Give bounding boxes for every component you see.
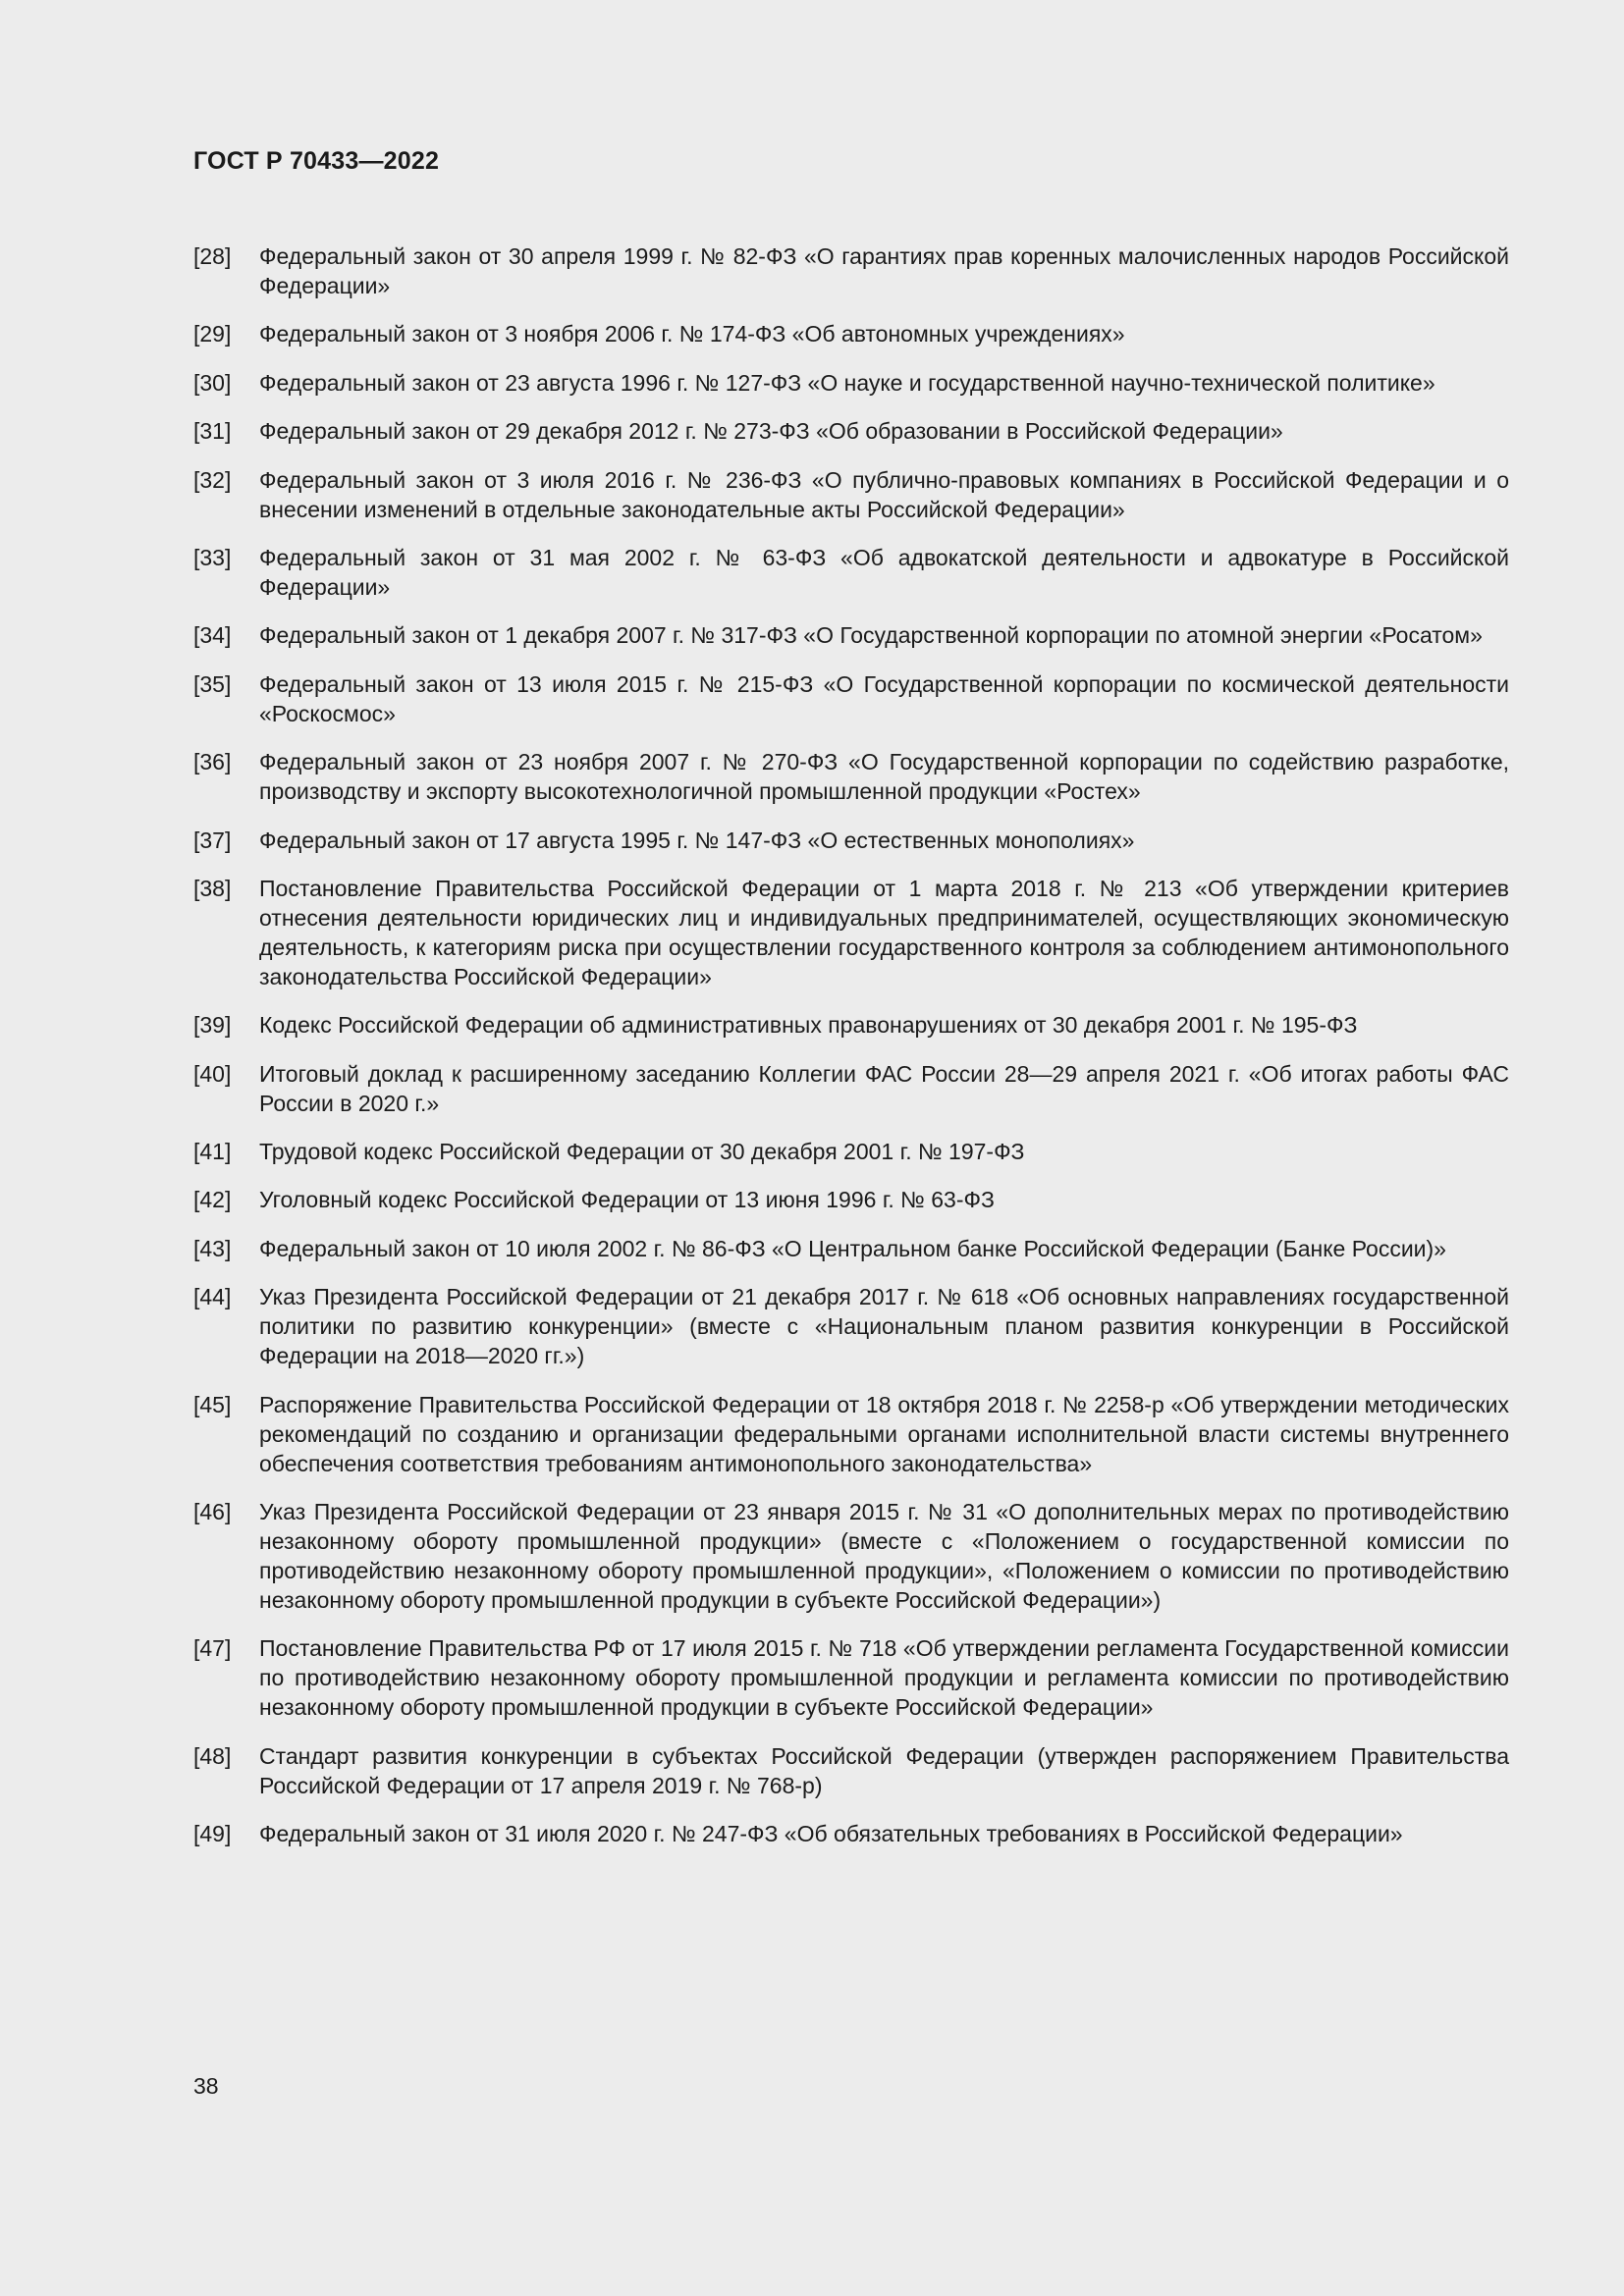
reference-item [193, 1137, 1509, 1166]
reference-number: [41] [193, 1139, 232, 1165]
reference-number: [43] [193, 1235, 232, 1261]
reference-item [193, 669, 1509, 728]
reference-number: [32] [193, 466, 232, 493]
reference-item [193, 1741, 1509, 1800]
reference-number: [38] [193, 875, 232, 901]
reference-number: [29] [193, 321, 232, 347]
reference-text: Федеральный закон от 3 июля 2016 г. № 236-ФЗ «О публично-правовых компаниях в Российской Федерации и о внесении изменений в отдельные законодательные акты Российской Федерации» [259, 466, 1509, 522]
reference-text: Указ Президента Российской Федерации от 23 января 2015 г. № 31 «О дополнительных мерах по противодействию незаконному обороту промышленной продукции» (вместе с «Положением о государственной комиссии по противодействию незаконному обороту промышленной продукции», «Положением о комиссии по противодействию незаконному обороту промышленной продукции в субъекте Российской Федерации») [259, 1499, 1509, 1614]
reference-text: Уголовный кодекс Российской Федерации от 13 июня 1996 г. № 63-ФЗ [259, 1187, 995, 1213]
reference-number: [28] [193, 243, 232, 269]
reference-text: Федеральный закон от 30 апреля 1999 г. № 82-ФЗ «О гарантиях прав коренных малочисленных народов Российской Федерации» [259, 243, 1509, 298]
page-number: 38 [193, 2073, 219, 2099]
reference-text: Указ Президента Российской Федерации от 21 декабря 2017 г. № 618 «Об основных направлениях государственной политики по развитию конкуренции» (вместе с «Национальным планом развития конкуренции в Российской Федерации на 2018—2020 гг.») [259, 1284, 1509, 1369]
reference-item [193, 465, 1509, 524]
reference-text: Федеральный закон от 23 ноября 2007 г. № 270-ФЗ «О Государственной корпорации по содействию разработке, производству и экспорту высокотехнологичной промышленной продукции «Ростех» [259, 749, 1509, 805]
reference-number: [40] [193, 1060, 232, 1087]
reference-item [193, 874, 1509, 991]
reference-number: [37] [193, 827, 232, 853]
reference-item [193, 1010, 1509, 1040]
reference-number: [31] [193, 418, 232, 445]
reference-item [193, 1282, 1509, 1370]
reference-item [193, 1390, 1509, 1478]
reference-number: [47] [193, 1635, 232, 1662]
reference-number: [49] [193, 1821, 232, 1847]
reference-number: [44] [193, 1284, 232, 1310]
reference-item [193, 1497, 1509, 1615]
reference-text: Кодекс Российской Федерации об административных правонарушениях от 30 декабря 2001 г. № 195-ФЗ [259, 1012, 1358, 1039]
reference-text: Федеральный закон от 10 июля 2002 г. № 86-ФЗ «О Центральном банке Российской Федерации (Банке России)» [259, 1235, 1446, 1261]
reference-text: Федеральный закон от 3 ноября 2006 г. № 174-ФЗ «Об автономных учреждениях» [259, 321, 1125, 347]
reference-item [193, 1185, 1509, 1214]
reference-item [193, 1633, 1509, 1722]
reference-text: Федеральный закон от 1 декабря 2007 г. № 317-ФЗ «О Государственной корпорации по атомной энергии «Росатом» [259, 622, 1483, 649]
page-header-title: ГОСТ Р 70433—2022 [193, 147, 440, 175]
reference-item [193, 241, 1509, 300]
reference-number: [36] [193, 749, 232, 775]
reference-item [193, 620, 1509, 650]
reference-item [193, 1819, 1509, 1848]
reference-item [193, 416, 1509, 446]
reference-text: Федеральный закон от 31 мая 2002 г. № 63-ФЗ «Об адвокатской деятельности и адвокатуре в Российской Федерации» [259, 544, 1509, 600]
reference-text: Стандарт развития конкуренции в субъектах Российской Федерации (утвержден распоряжением Правительства Российской Федерации от 17 апреля 2019 г. № 768-р) [259, 1742, 1509, 1798]
reference-item [193, 319, 1509, 348]
reference-number: [34] [193, 622, 232, 649]
reference-number: [33] [193, 544, 232, 570]
reference-number: [35] [193, 670, 232, 697]
reference-item [193, 1234, 1509, 1263]
reference-item [193, 368, 1509, 398]
reference-text: Федеральный закон от 29 декабря 2012 г. № 273-ФЗ «Об образовании в Российской Федерации» [259, 418, 1283, 445]
reference-text: Распоряжение Правительства Российской Федерации от 18 октября 2018 г. № 2258-р «Об утверждении методических рекомендаций по созданию и организации федеральными органами исполнительной власти системы внутреннего обеспечения соответствия требованиям антимонопольного законодательства» [259, 1391, 1509, 1476]
reference-number: [46] [193, 1499, 232, 1525]
reference-text: Постановление Правительства Российской Федерации от 1 марта 2018 г. № 213 «Об утверждении критериев отнесения деятельности юридических лиц и индивидуальных предпринимателей, осуществляющих экономическую деятельность, к категориям риска при осуществлении государственного контроля за соблюдением антимонопольного законодательства Российской Федерации» [259, 875, 1509, 989]
reference-number: [48] [193, 1742, 232, 1769]
reference-text: Трудовой кодекс Российской Федерации от 30 декабря 2001 г. № 197-ФЗ [259, 1139, 1025, 1165]
reference-number: [30] [193, 369, 232, 396]
reference-text: Федеральный закон от 17 августа 1995 г. № 147-ФЗ «О естественных монополиях» [259, 827, 1135, 853]
reference-text: Федеральный закон от 31 июля 2020 г. № 247-ФЗ «Об обязательных требованиях в Российской Федерации» [259, 1821, 1403, 1847]
reference-text: Постановление Правительства РФ от 17 июля 2015 г. № 718 «Об утверждении регламента Государственной комиссии по противодействию незаконному обороту промышленной продукции и регламента комиссии по противодействию незаконному обороту промышленной продукции в субъекте Российской Федерации» [259, 1635, 1509, 1721]
reference-list [193, 241, 1509, 1868]
reference-item [193, 1059, 1509, 1118]
reference-text: Федеральный закон от 23 августа 1996 г. № 127-ФЗ «О науке и государственной научно-технической политике» [259, 369, 1435, 396]
reference-item [193, 543, 1509, 602]
reference-text: Итоговый доклад к расширенному заседанию Коллегии ФАС России 28—29 апреля 2021 г. «Об итогах работы ФАС России в 2020 г.» [259, 1060, 1509, 1116]
reference-item [193, 826, 1509, 855]
reference-number: [45] [193, 1391, 232, 1417]
reference-number: [39] [193, 1012, 232, 1039]
reference-number: [42] [193, 1187, 232, 1213]
reference-item [193, 747, 1509, 806]
reference-text: Федеральный закон от 13 июля 2015 г. № 215-ФЗ «О Государственной корпорации по космической деятельности «Роскосмос» [259, 670, 1509, 726]
